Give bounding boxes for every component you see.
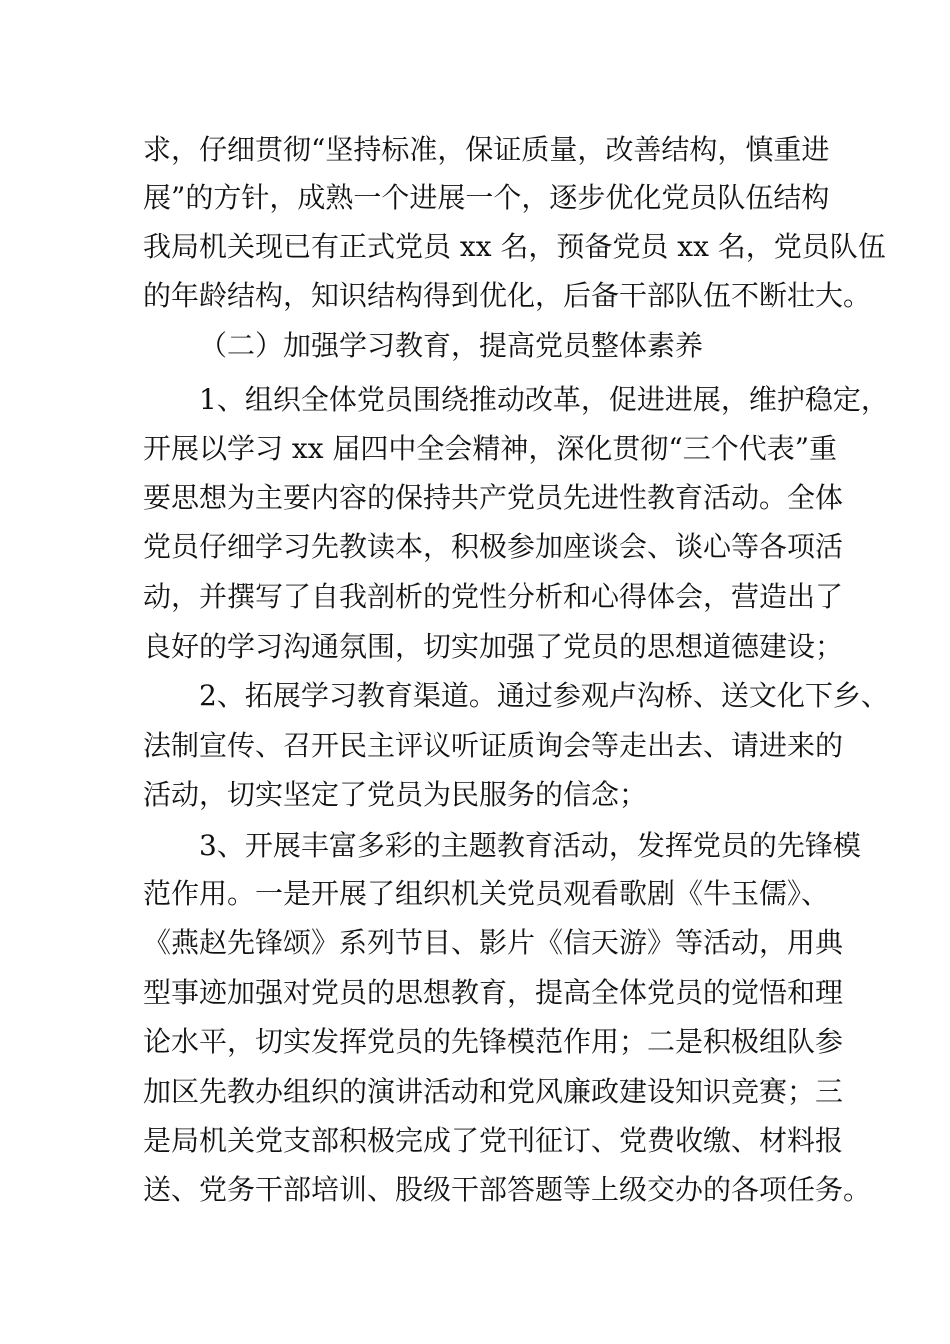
text-line: 是局机关党支部积极完成了党刊征订、党费收缴、材料报 — [143, 1124, 844, 1157]
text-line: 我局机关现已有正式党员 xx 名，预备党员 xx 名，党员队伍 — [143, 230, 886, 263]
text-line: 党员仔细学习先教读本，积极参加座谈会、谈心等各项活 — [143, 530, 844, 563]
text-line: 求，仔细贯彻“坚持标准，保证质量，改善结构，慎重进 — [143, 133, 830, 166]
text-line: 《燕赵先锋颂》系列节目、影片《信天游》等活动，用典 — [143, 926, 844, 959]
text-line: 范作用。一是开展了组织机关党员观看歌剧《牛玉儒》、 — [143, 877, 830, 910]
text-line: 要思想为主要内容的保持共产党员先进性教育活动。全体 — [143, 481, 844, 514]
paragraph-start: 3、开展丰富多彩的主题教育活动，发挥党员的先锋模 — [199, 829, 861, 862]
text-line: 法制宣传、召开民主评议听证质询会等走出去、请进来的 — [143, 729, 844, 762]
paragraph-start: 1、组织全体党员围绕推动改革，促进进展，维护稳定， — [199, 383, 889, 416]
section-heading: （二）加强学习教育，提高党员整体素养 — [199, 329, 704, 362]
text-line: 型事迹加强对党员的思想教育，提高全体党员的觉悟和理 — [143, 976, 844, 1009]
text-line: 开展以学习 xx 届四中全会精神，深化贯彻“三个代表”重 — [143, 432, 838, 465]
text-line: 论水平，切实发挥党员的先锋模范作用；二是积极组队参 — [143, 1025, 844, 1058]
text-line: 送、党务干部培训、股级干部答题等上级交办的各项任务。 — [143, 1173, 872, 1206]
text-line: 展”的方针，成熟一个进展一个，逐步优化党员队伍结构 — [143, 181, 830, 214]
text-line: 加区先教办组织的演讲活动和党风廉政建设知识竞赛；三 — [143, 1075, 844, 1108]
text-line: 动，并撰写了自我剖析的党性分析和心得体会，营造出了 — [143, 580, 844, 613]
text-line: 活动，切实坚定了党员为民服务的信念； — [143, 778, 648, 811]
paragraph-start: 2、拓展学习教育渠道。通过参观卢沟桥、送文化下乡、 — [199, 679, 889, 712]
text-line: 良好的学习沟通氛围，切实加强了党员的思想道德建设； — [143, 630, 844, 663]
text-line: 的年龄结构，知识结构得到优化，后备干部队伍不断壮大。 — [143, 279, 872, 312]
